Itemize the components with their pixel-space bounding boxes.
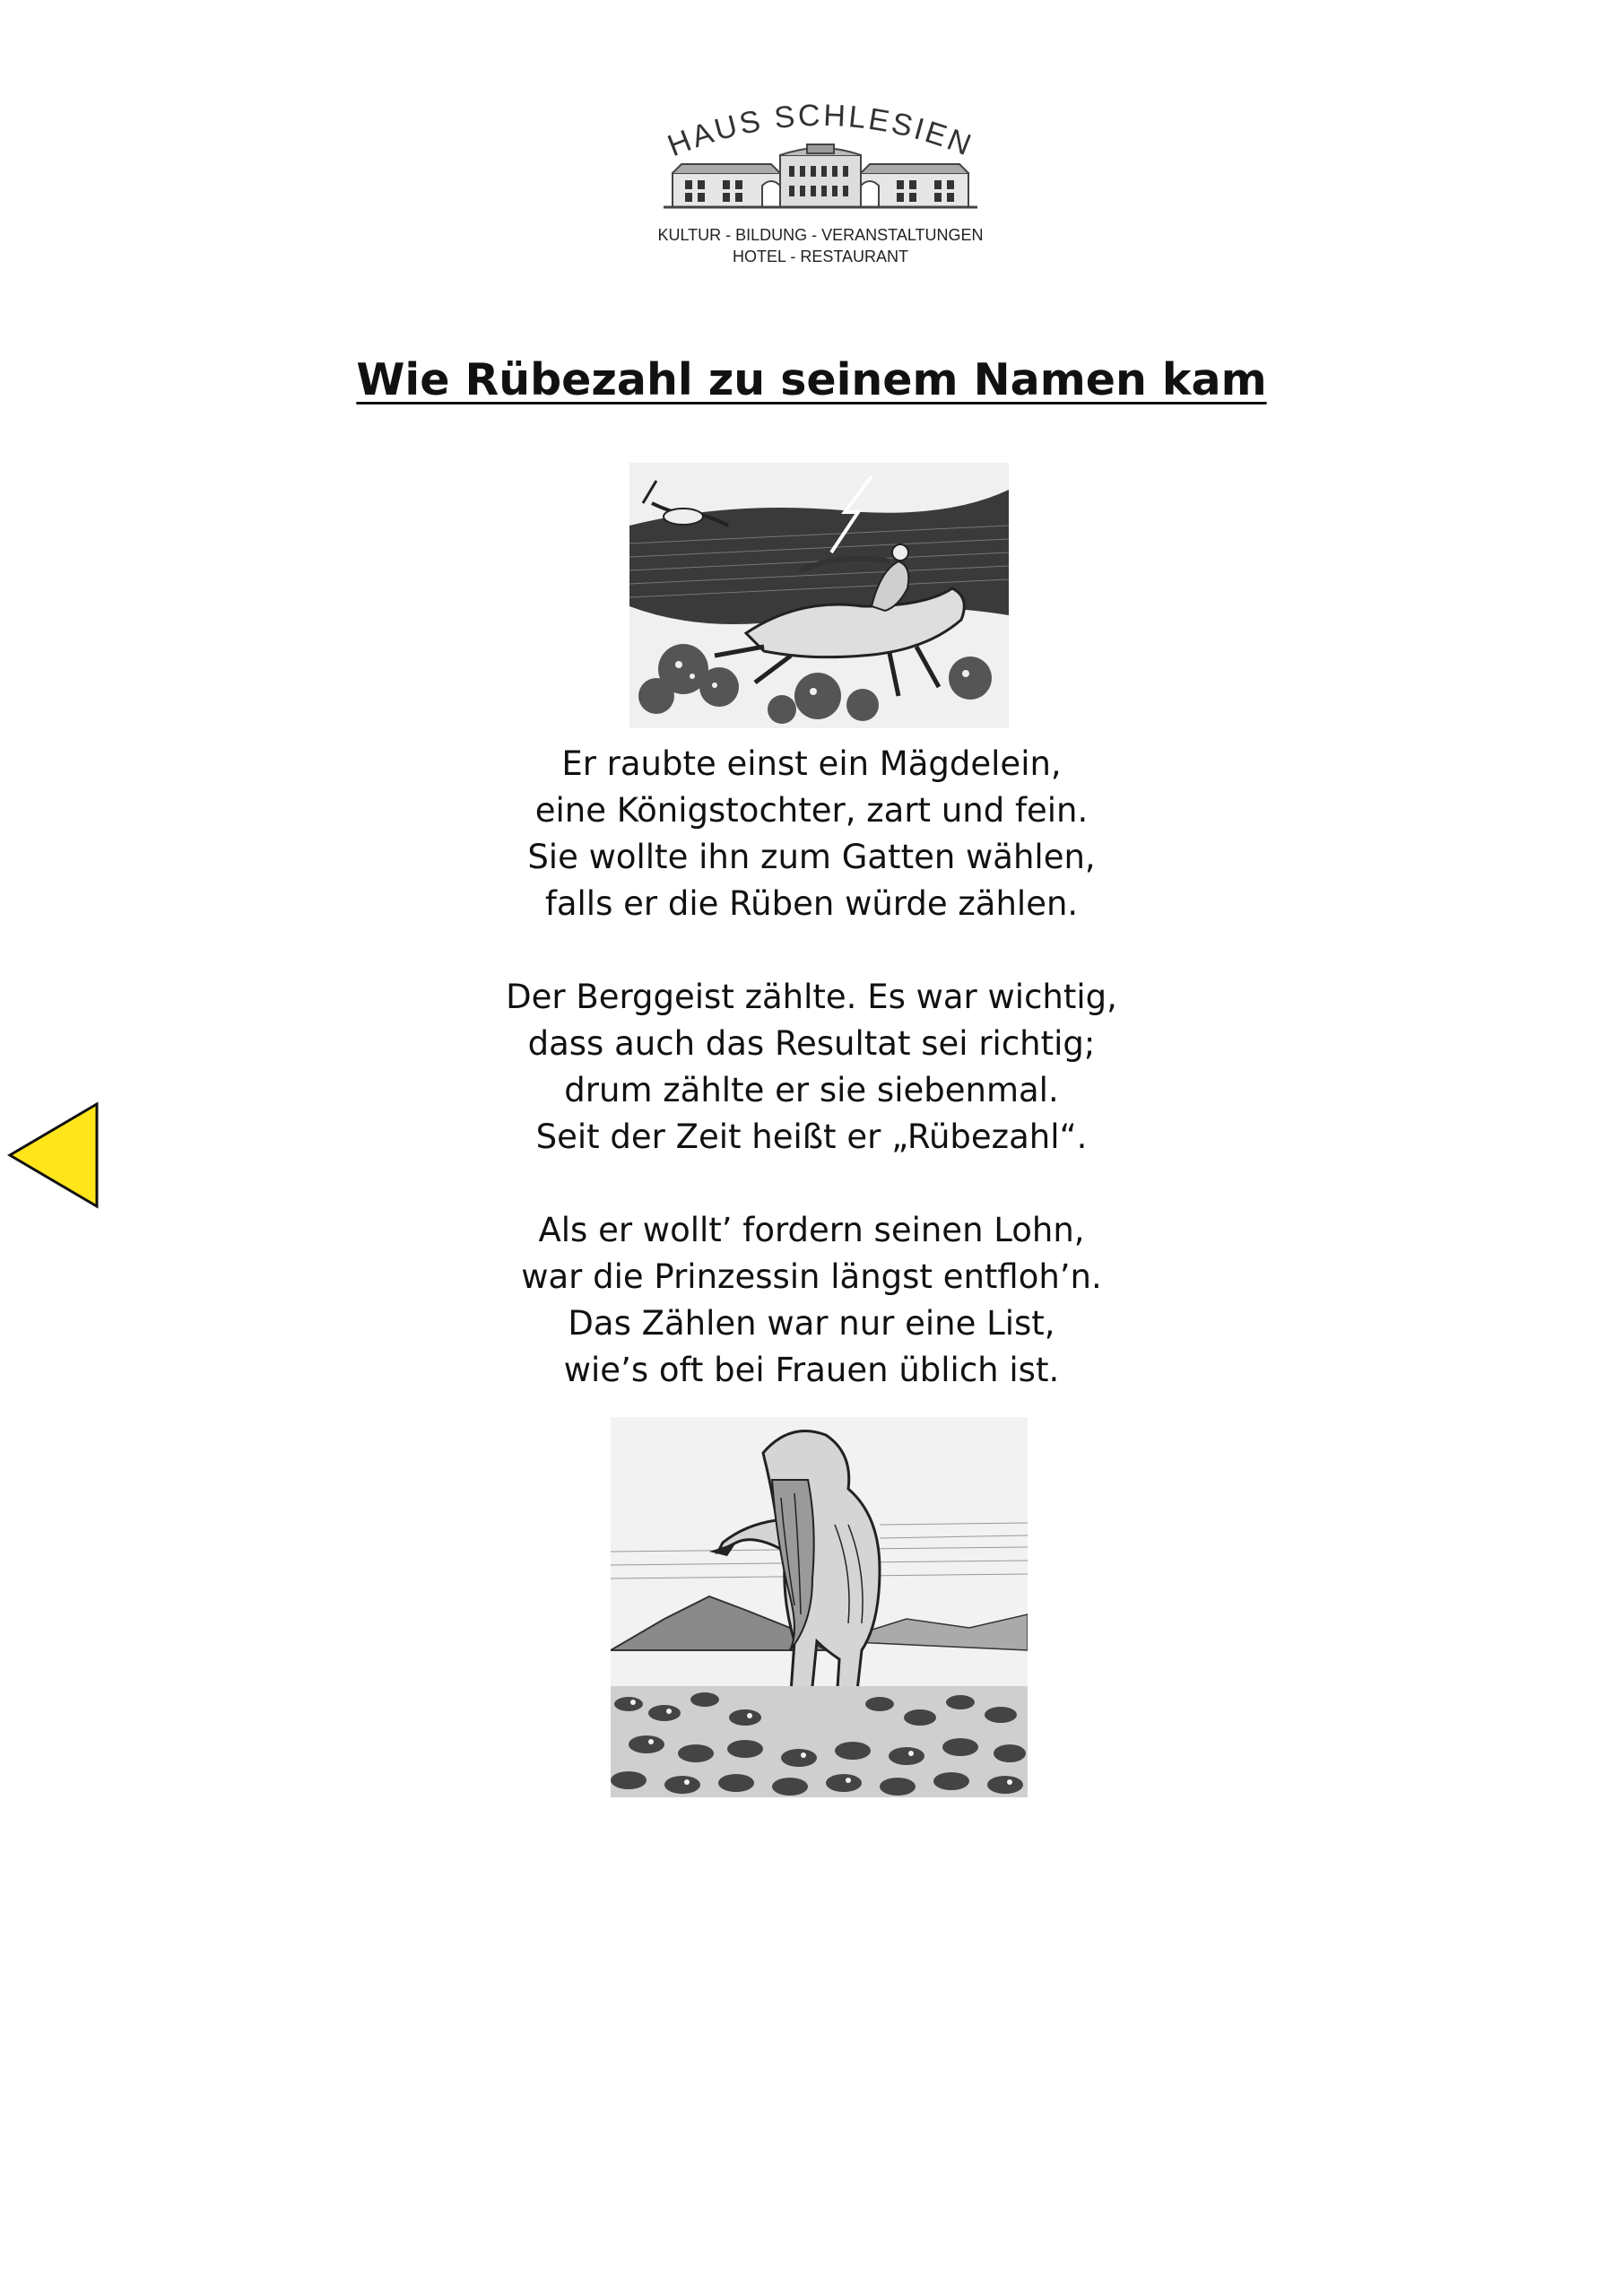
poem-line: wie’s oft bei Frauen üblich ist. <box>563 1351 1060 1389</box>
svg-text:HAUS SCHLESIEN: HAUS SCHLESIEN <box>663 98 978 164</box>
poem-line: Als er wollt’ fordern seinen Lohn, <box>538 1211 1085 1249</box>
haus-schlesien-logo-graphic <box>655 85 986 229</box>
poem-line: drum zählte er sie siebenmal. <box>564 1071 1059 1109</box>
illustration-ruebezahl <box>611 1417 1028 1797</box>
poem-stanza <box>0 974 1623 1161</box>
poem <box>0 741 1623 1394</box>
logo-tagline-2: HOTEL - RESTAURANT <box>732 248 908 265</box>
page-title-text: Wie Rübezahl zu seinem Namen kam <box>356 354 1267 405</box>
poem-line: eine Königstochter, zart und fein. <box>534 791 1089 830</box>
poem-line: Der Berggeist zählte. Es war wichtig, <box>506 978 1117 1016</box>
poem-line: Er raubte einst ein Mägdelein, <box>561 744 1062 783</box>
page-title <box>0 354 1623 405</box>
poem-line: falls er die Rüben würde zählen. <box>544 884 1079 923</box>
previous-page-button[interactable] <box>7 1101 100 1209</box>
logo-tagline-1: KULTUR - BILDUNG - VERANSTALTUNGEN <box>657 226 984 244</box>
haus-schlesien-logo <box>655 85 986 274</box>
poem-line: Seit der Zeit heißt er „Rübezahl“. <box>535 1118 1088 1156</box>
poem-line: dass auch das Resultat sei richtig; <box>527 1024 1096 1063</box>
poem-line: war die Prinzessin längst entfloh’n. <box>521 1257 1102 1296</box>
triangle-left-icon <box>7 1101 100 1209</box>
poem-stanza <box>0 1207 1623 1394</box>
poem-line: Sie wollte ihn zum Gatten wählen, <box>527 838 1096 876</box>
illustration-rider <box>629 463 1009 728</box>
poem-line: Das Zählen war nur eine List, <box>568 1304 1055 1343</box>
poem-stanza <box>0 741 1623 927</box>
